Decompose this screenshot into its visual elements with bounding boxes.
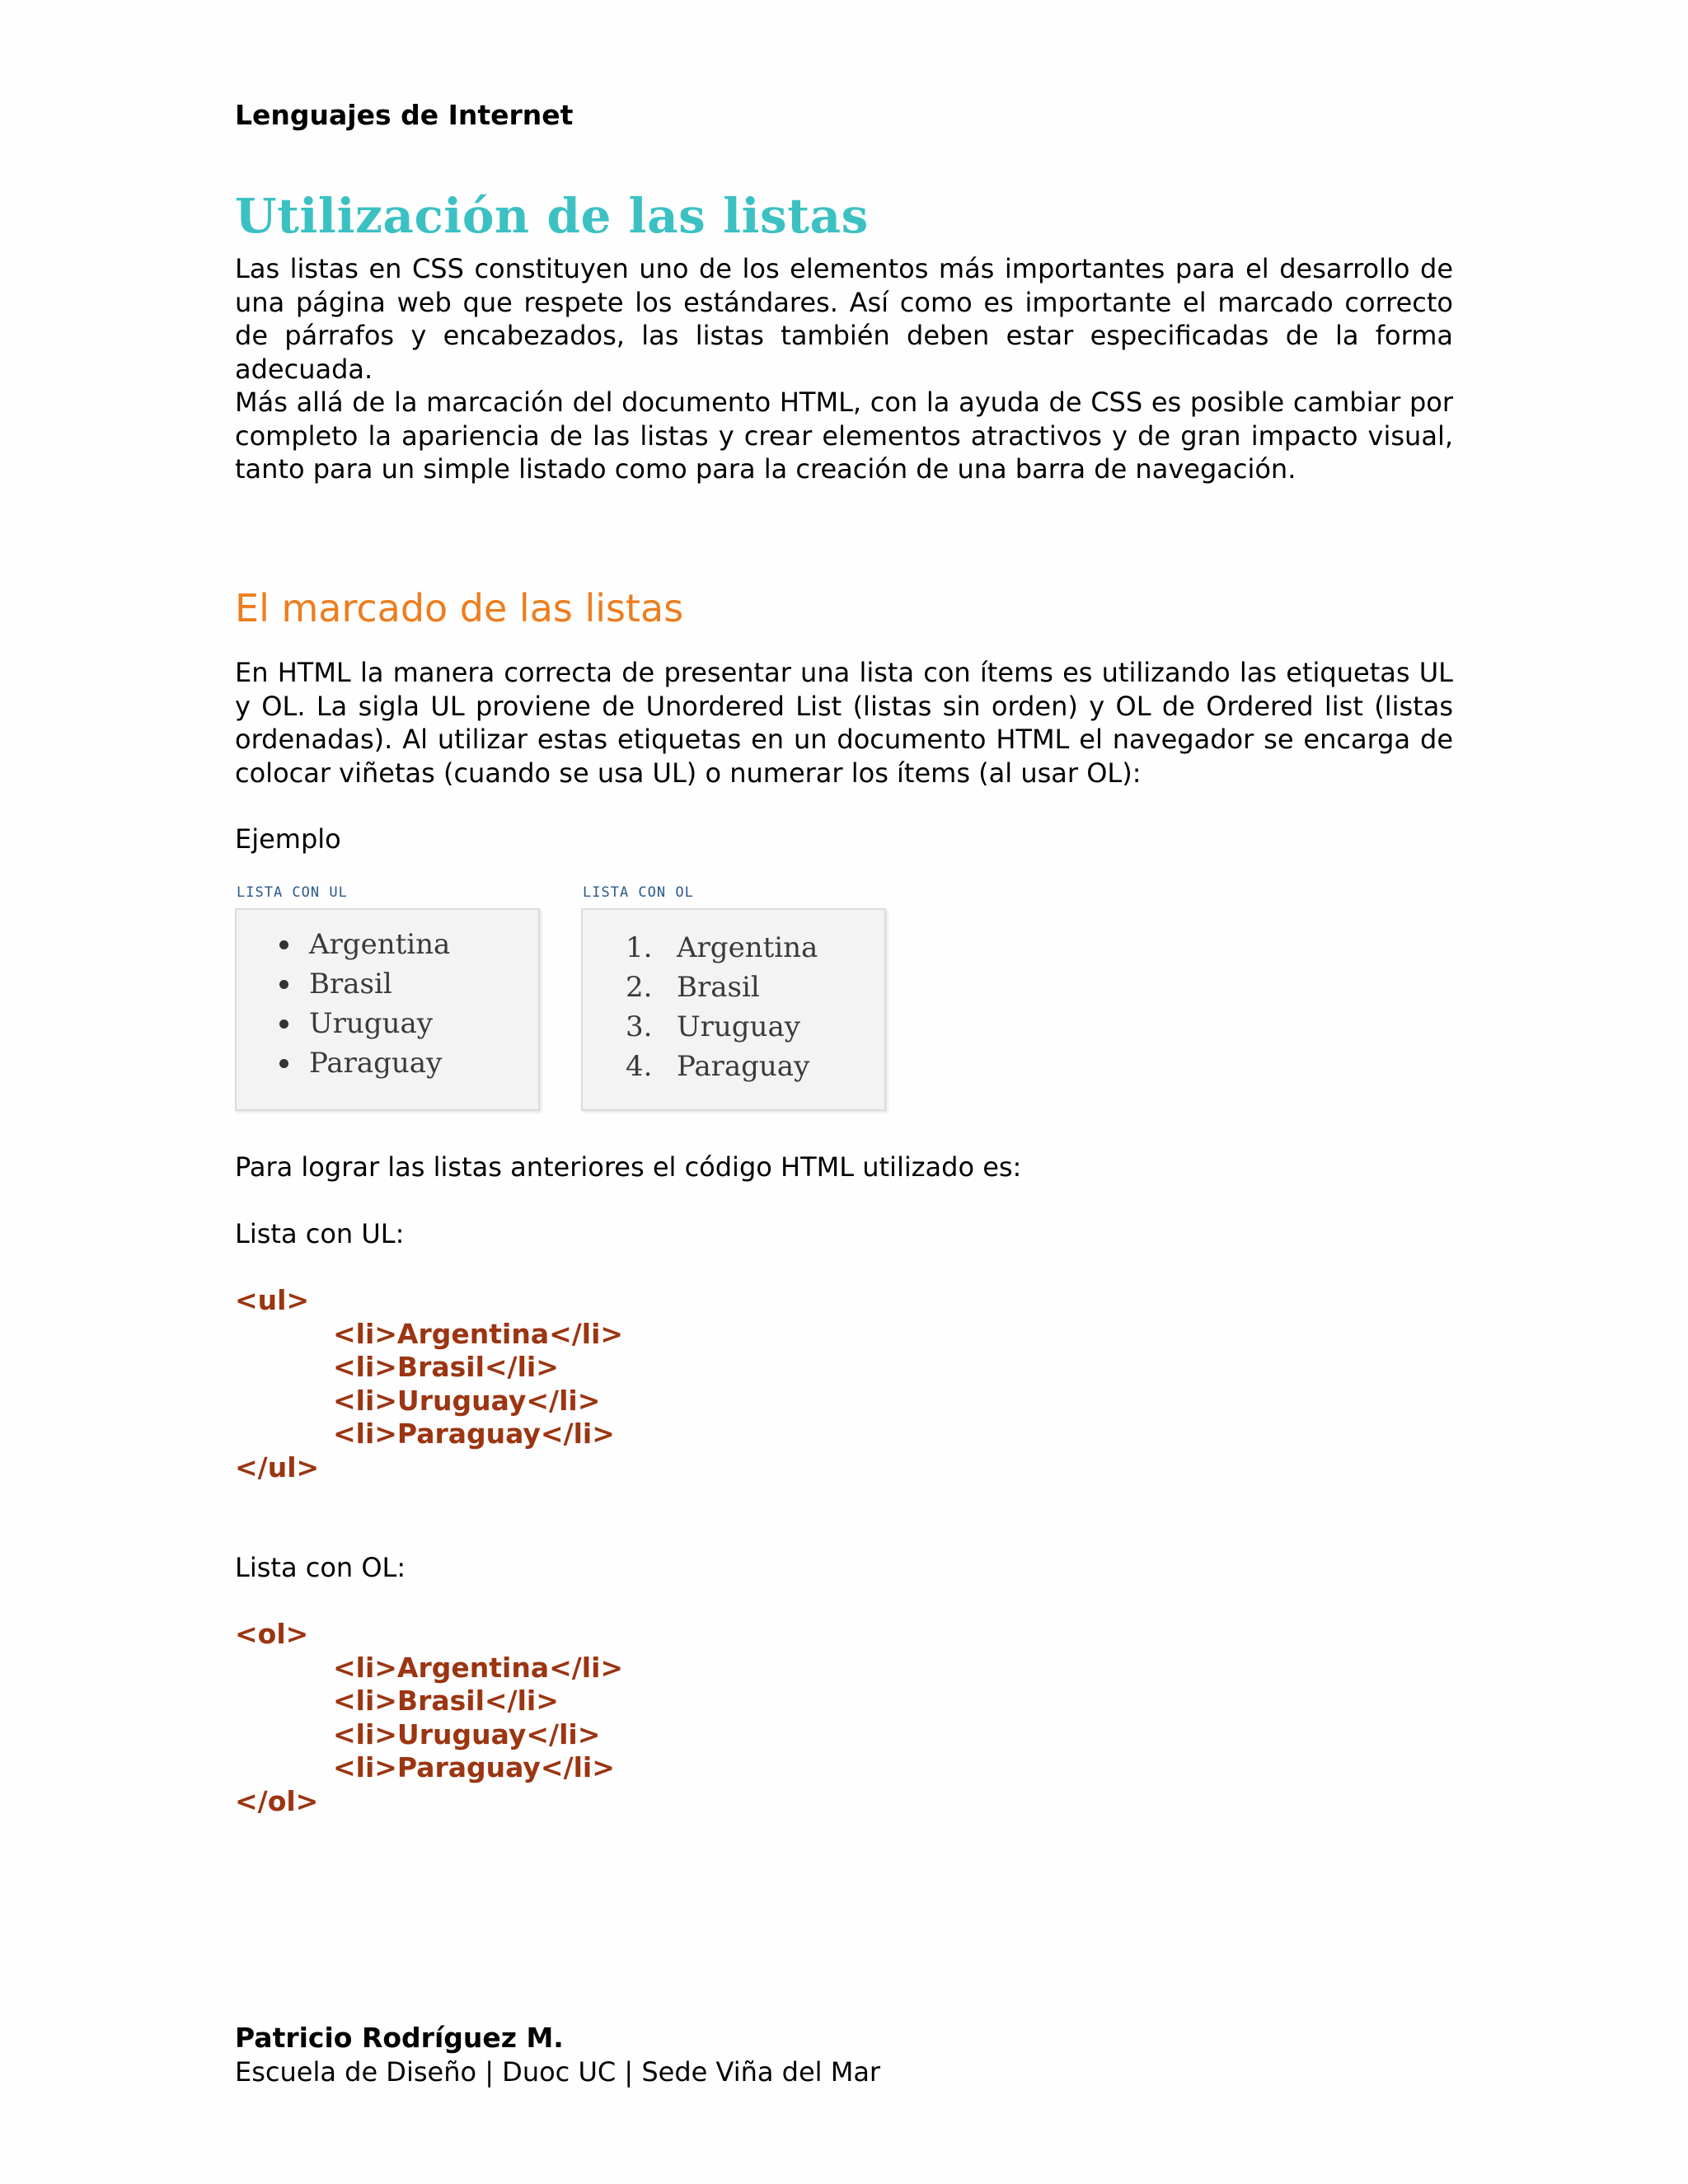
code-line: <li>Uruguay</li>	[333, 1384, 601, 1417]
ol-demo-item	[583, 1047, 818, 1086]
ul-demo-item-label: Argentina	[309, 928, 451, 961]
intro-paragraph-1: Las listas en CSS constituyen uno de los elementos más importantes para el desarrollo de una página web que respete los estándares. Así como es importante el marcado correcto de párrafos y encabezados, las listas también deben estar especificadas de la forma adecuada.	[235, 253, 1453, 385]
ol-demo-list	[583, 928, 818, 1086]
code-line: <li>Paraguay</li>	[333, 1751, 615, 1783]
ol-code-label: Lista con OL:	[235, 1552, 406, 1583]
ul-demo-list	[237, 925, 450, 1083]
ol-demo-caption: LISTA CON OL	[583, 884, 694, 901]
ul-demo-box	[235, 908, 540, 1111]
ul-demo-item	[237, 925, 450, 964]
ol-demo-item	[583, 1007, 818, 1047]
bullet-icon	[279, 980, 288, 989]
footer-author: Patricio Rodríguez M.	[235, 2022, 564, 2054]
page-title: Utilización de las listas	[235, 188, 869, 244]
ul-demo-caption: LISTA CON UL	[237, 884, 348, 901]
ul-demo-item	[237, 964, 450, 1004]
code-intro-text: Para lograr las listas anteriores el código HTML utilizado es:	[235, 1151, 1022, 1183]
ol-demo-item-label: Argentina	[677, 931, 818, 964]
ul-demo-item-label: Uruguay	[309, 1007, 433, 1040]
ol-demo-item	[583, 928, 818, 968]
page-header: Lenguajes de Internet	[235, 99, 574, 131]
code-line: <li>Paraguay</li>	[333, 1418, 615, 1450]
code-line: <li>Brasil</li>	[333, 1685, 559, 1717]
section-paragraph: En HTML la manera correcta de presentar una lista con ítems es utilizando las etiquetas UL y OL. La sigla UL proviene de Unordered List (listas sin orden) y OL de Ordered list (listas ordenadas). Al utilizar estas etiquetas en un documento HTML el navegador se encarga de colocar viñetas (cuando se usa UL) o numerar los ítems (al usar OL):	[235, 657, 1453, 789]
code-line: <li>Uruguay</li>	[333, 1718, 601, 1750]
ol-demo-number: 2.	[626, 971, 653, 1004]
footer-school: Escuela de Diseño | Duoc UC | Sede Viña del Mar	[235, 2056, 881, 2088]
code-line: </ol>	[235, 1784, 319, 1817]
ul-demo-item-label: Paraguay	[309, 1047, 443, 1080]
ol-demo-item-label: Brasil	[677, 971, 760, 1004]
bullet-icon	[279, 1059, 288, 1068]
ol-demo-box	[581, 908, 886, 1111]
ol-demo-item-label: Paraguay	[677, 1050, 810, 1083]
ul-code-block	[235, 1284, 623, 1484]
ul-demo-item-label: Brasil	[309, 968, 392, 1001]
code-line: <li>Argentina</li>	[333, 1317, 624, 1350]
bullet-icon	[279, 940, 288, 949]
code-line: </ul>	[235, 1451, 320, 1483]
example-label: Ejemplo	[235, 823, 341, 855]
ul-code-label: Lista con UL:	[235, 1218, 405, 1249]
ul-demo-item	[237, 1004, 450, 1043]
ol-demo-number: 1.	[626, 931, 653, 964]
bullet-icon	[279, 1019, 288, 1029]
section-title: El marcado de las listas	[235, 586, 684, 630]
ol-demo-number: 3.	[626, 1010, 653, 1043]
ol-demo-item-label: Uruguay	[677, 1010, 800, 1043]
intro-paragraph-2: Más allá de la marcación del documento HTML, con la ayuda de CSS es posible cambiar por completo la apariencia de las listas y crear elementos atractivos y de gran impacto visual, tanto para un simple listado como para la creación de una barra de navegación.	[235, 387, 1453, 485]
code-line: <li>Brasil</li>	[333, 1351, 559, 1383]
ol-demo-number: 4.	[626, 1050, 653, 1083]
code-line: <li>Argentina</li>	[333, 1651, 624, 1684]
ol-demo-item	[583, 968, 818, 1007]
ul-demo-item	[237, 1043, 450, 1083]
code-line: <ol>	[235, 1618, 309, 1650]
code-line: <ul>	[235, 1284, 310, 1316]
ol-code-block	[235, 1618, 623, 1818]
